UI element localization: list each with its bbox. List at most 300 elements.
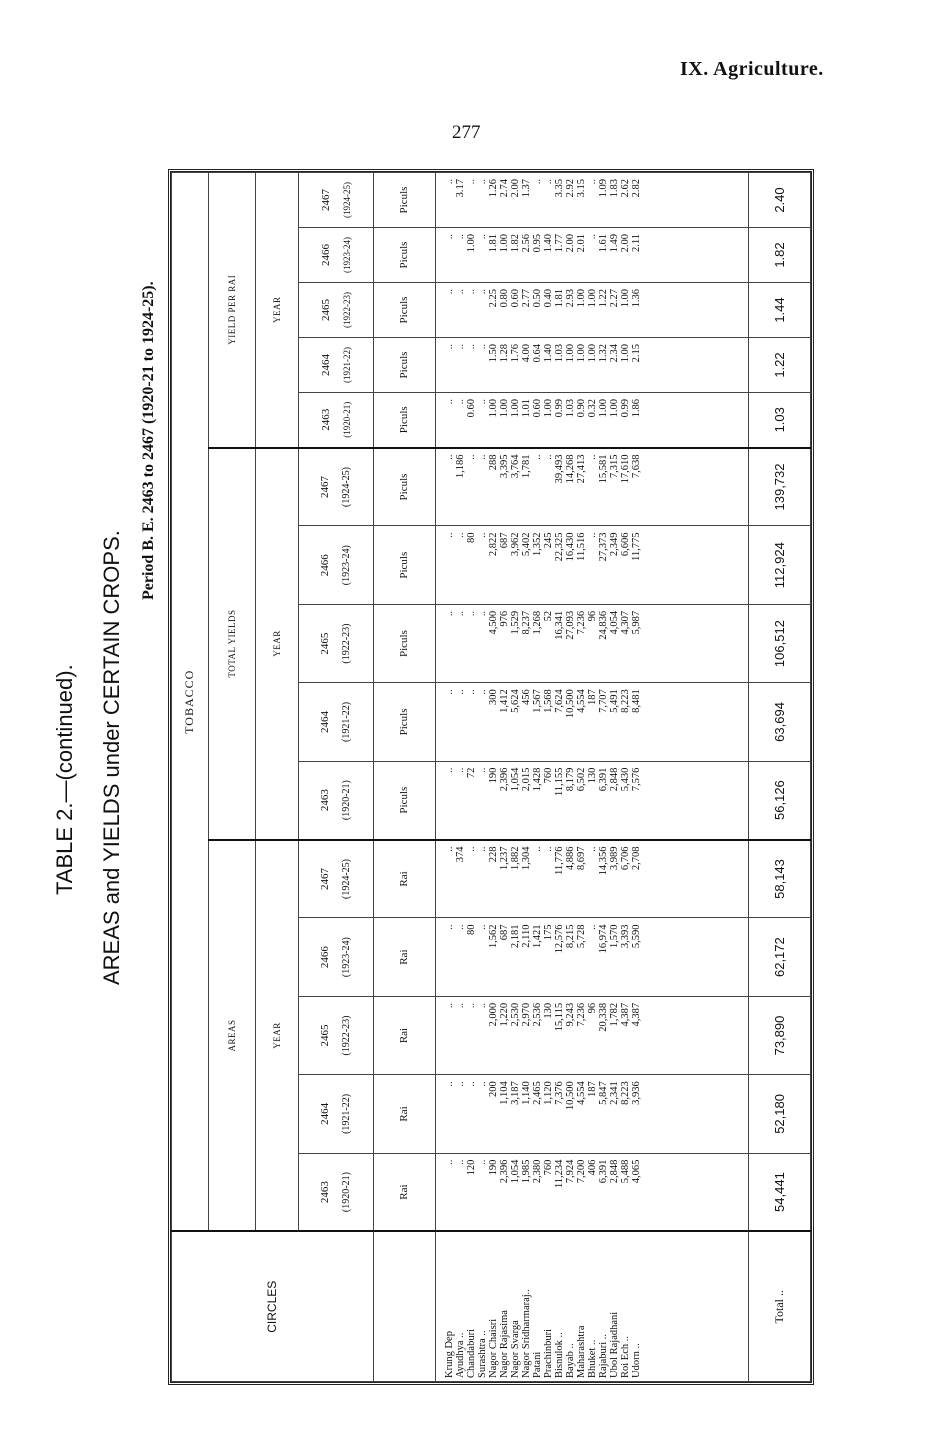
circle-name: Roi Ech ..: [619, 1336, 631, 1378]
table-cell: ..: [531, 846, 543, 852]
table-cell: ..: [531, 454, 543, 460]
rotated-table: [168, 165, 818, 1385]
table-cell: ..: [586, 234, 598, 240]
year-range: (1923-24): [341, 545, 353, 586]
table-cell: ..: [443, 454, 455, 460]
table-cell: 0.90: [575, 399, 587, 418]
table-cell: 1.00: [608, 399, 620, 418]
table-cell: 1,412: [498, 689, 510, 713]
year-range: (1922-23): [341, 292, 352, 329]
table-cell: 7,315: [608, 454, 620, 479]
table-cell: 1,570: [608, 924, 620, 949]
table-cell: 3,764: [509, 454, 521, 479]
table-cell: ..: [454, 767, 466, 773]
year-range: (1924-25): [341, 859, 353, 899]
table-cell: 1,781: [520, 454, 532, 479]
circle-name: Udorn ..: [630, 1343, 642, 1378]
table-cell: 1.00: [575, 289, 587, 308]
unit-label: Piculs: [373, 173, 435, 228]
table-cell: 1.00: [542, 399, 554, 418]
table-cell: 175: [542, 924, 554, 941]
table-cell: 1.40: [542, 234, 554, 253]
table-cell: 0.80: [498, 289, 510, 308]
table-cell: 130: [586, 767, 598, 784]
table-cell: 1.00: [465, 234, 477, 253]
table-cell: 1.00: [509, 399, 521, 418]
table-cell: 1,985: [520, 1159, 532, 1184]
table-cell: 300: [487, 689, 499, 706]
table-cell: 190: [487, 1159, 499, 1176]
table-cell: 11,516: [575, 532, 587, 561]
table-cell: 2.77: [520, 289, 532, 308]
table-cell: ..: [586, 454, 598, 460]
table-cell: 2,848: [608, 1159, 620, 1184]
table-cell: 11,155: [553, 767, 565, 797]
table-cell: ..: [476, 344, 488, 350]
table-cell: 187: [586, 1081, 598, 1097]
table-cell: 17,610: [619, 454, 631, 484]
total-yield_per_rai-4: 2.40: [749, 173, 811, 228]
table-cell: 2.01: [575, 234, 587, 253]
table-cell: 22,325: [553, 532, 565, 562]
table-cell: 1,562: [487, 924, 499, 949]
table-cell: 6,391: [597, 767, 609, 792]
table-cell: ..: [465, 610, 477, 617]
table-cell: 0.32: [586, 399, 598, 418]
table-cell: 0.60: [531, 399, 543, 418]
table-cell: ..: [443, 179, 455, 185]
table-cell: ..: [465, 689, 477, 695]
table-cell: ..: [454, 924, 466, 930]
table-cell: 7,624: [553, 689, 565, 713]
year-range: (1920-21): [341, 401, 352, 438]
table-cell: 2.92: [564, 179, 576, 198]
total-areas-1: 52,180: [749, 1075, 811, 1153]
table-cell: 2.15: [630, 344, 642, 363]
table-cell: 0.99: [553, 399, 565, 418]
total_yields-column-1: [435, 683, 749, 761]
areas-column-0: [435, 1153, 749, 1231]
year-range: (1923-24): [341, 937, 353, 978]
year-number: 2463: [319, 789, 332, 812]
table-cell: 1,140: [520, 1081, 532, 1105]
table-cell: ..: [542, 454, 554, 460]
table-cell: 14,356: [597, 846, 609, 876]
table-cell: 1.09: [597, 179, 609, 198]
table-cell: 10,500: [564, 689, 576, 719]
table-cell: 228: [487, 846, 499, 863]
table-cell: ..: [476, 1159, 488, 1165]
table-cell: 2,181: [509, 924, 521, 949]
table-cell: 1.00: [564, 344, 576, 363]
table-cell: 2.27: [608, 289, 620, 308]
table-cell: ..: [443, 344, 455, 350]
table-cell: 120: [465, 1159, 477, 1176]
yield_per_rai-column-0: [435, 393, 749, 448]
table-cell: 2.00: [619, 234, 631, 253]
yield_per_rai-column-1: [435, 338, 749, 393]
table-cell: 374: [454, 846, 466, 863]
table-cell: 39,493: [553, 454, 565, 484]
year-number: 2467: [319, 868, 332, 890]
table-cell: ..: [443, 399, 455, 405]
table-cell: 15,581: [597, 454, 609, 484]
table-cell: 3,393: [619, 924, 631, 949]
table-cell: ..: [454, 1002, 466, 1009]
table-cell: ..: [465, 1002, 477, 1009]
circle-name: Krung Dep: [443, 1331, 455, 1378]
table-cell: 1.00: [586, 344, 598, 363]
year-header-total_yields-4: [298, 448, 373, 526]
circle-name: Ayudhya ..: [454, 1332, 466, 1378]
table-cell: 3,395: [498, 454, 510, 479]
table-cell: 2,822: [487, 532, 499, 557]
table-cell: 1,054: [509, 1159, 521, 1184]
total-areas-2: 73,890: [749, 996, 811, 1074]
table-cell: 7,236: [575, 1002, 587, 1027]
table-cell: ..: [443, 1159, 455, 1165]
table-cell: 2.25: [487, 289, 499, 308]
table-cell: ..: [443, 234, 455, 240]
table-cell: 27,093: [564, 610, 576, 640]
table-cell: 4,886: [564, 846, 576, 871]
table-cell: ..: [443, 767, 455, 773]
year-range: (1924-25): [341, 182, 352, 219]
year-header-total_yields-1: [298, 683, 373, 761]
table-cell: 2,465: [531, 1081, 543, 1105]
table-cell: ..: [454, 1081, 466, 1087]
table-cell: 456: [520, 689, 532, 706]
table-cell: 3,962: [509, 532, 521, 557]
table-cell: ..: [476, 289, 488, 295]
table-cell: 27,373: [597, 532, 609, 562]
table-cell: ..: [465, 846, 477, 852]
table-cell: 1,304: [520, 846, 532, 871]
table-cell: 0.99: [619, 399, 631, 418]
total-areas-4: 58,143: [749, 840, 811, 918]
yields-year-label: YEAR: [255, 448, 298, 840]
table-cell: 1.00: [498, 234, 510, 253]
table-cell: ..: [443, 1002, 455, 1009]
table-cell: 2.00: [509, 179, 521, 198]
table-cell: 0.60: [509, 289, 521, 308]
table-cell: ..: [454, 289, 466, 295]
total-total_yields-2: 106,512: [749, 604, 811, 682]
total-yield_per_rai-3: 1.82: [749, 228, 811, 283]
table-cell: 2.74: [498, 179, 510, 198]
total-total_yields-4: 139,732: [749, 448, 811, 526]
year-header-total_yields-0: [298, 761, 373, 839]
areas-year-label: YEAR: [255, 840, 298, 1232]
table-cell: 1.81: [487, 234, 499, 253]
total-yield_per_rai-2: 1.44: [749, 283, 811, 338]
table-cell: 7,200: [575, 1159, 587, 1184]
year-number: 2464: [319, 710, 332, 733]
table-cell: ..: [476, 179, 488, 185]
areas-column-3: [435, 918, 749, 996]
table-cell: ..: [443, 610, 455, 617]
table-cell: 3.35: [553, 179, 565, 198]
unit-row-spacer: [373, 1232, 435, 1382]
table-cell: 3.17: [454, 179, 466, 198]
table-cell: 3,989: [608, 846, 620, 871]
table-cell: 1,237: [498, 846, 510, 871]
table-cell: 20,338: [597, 1002, 609, 1032]
table-cell: ..: [476, 1002, 488, 1009]
table-cell: 1.32: [597, 344, 609, 363]
table-cell: 1.36: [630, 289, 642, 308]
table-cell: ..: [465, 454, 477, 460]
table-cell: 2.11: [630, 234, 642, 253]
table-cell: 14,268: [564, 454, 576, 484]
year-number: 2466: [319, 946, 332, 969]
circle-name: Prachinburi: [542, 1329, 554, 1378]
table-cell: 8,237: [520, 610, 532, 635]
year-range: (1920-21): [341, 780, 353, 821]
table-cell: ..: [465, 179, 477, 185]
table-cell: 4.00: [520, 344, 532, 363]
total-total_yields-3: 112,924: [749, 526, 811, 604]
unit-label: Piculs: [373, 338, 435, 393]
table-cell: 11,775: [630, 532, 642, 561]
table-cell: 16,974: [597, 924, 609, 954]
table-cell: 4,307: [619, 610, 631, 635]
table-cell: ..: [443, 689, 455, 695]
unit-label: Rai: [373, 1075, 435, 1153]
table-cell: 8,223: [619, 1081, 631, 1105]
table-cell: 5,987: [630, 610, 642, 635]
table-cell: 1.00: [619, 344, 631, 363]
table-cell: 72: [465, 767, 477, 779]
yield_per_rai-column-4: [435, 173, 749, 228]
table-cell: 12,576: [553, 924, 565, 954]
table-title: TABLE 2.—(continued).: [52, 664, 77, 895]
table-cell: ..: [454, 532, 466, 538]
table-cell: 1,567: [531, 689, 543, 713]
table-cell: 1,428: [531, 767, 543, 792]
table-cell: ..: [454, 1159, 466, 1165]
data-table: [171, 172, 811, 1382]
table-cell: 687: [498, 924, 510, 941]
table-cell: 8,179: [564, 767, 576, 792]
table-cell: 1.00: [586, 289, 598, 308]
table-cell: 1.00: [619, 289, 631, 308]
table-cell: 760: [542, 767, 554, 784]
table-cell: 4,065: [630, 1159, 642, 1184]
table-cell: 1.76: [509, 344, 521, 363]
table-cell: 2,341: [608, 1081, 620, 1105]
year-number: 2467: [319, 476, 332, 498]
table-cell: 2.34: [608, 344, 620, 363]
table-cell: 2,536: [531, 1002, 543, 1027]
year-number: 2463: [319, 408, 332, 431]
year-range: (1921-22): [341, 701, 353, 742]
table-cell: 1,186: [454, 454, 466, 479]
table-cell: 1.40: [542, 344, 554, 363]
table-cell: ..: [476, 610, 488, 617]
table-cell: 96: [586, 1002, 598, 1014]
table-cell: 2,396: [498, 767, 510, 792]
total-yield_per_rai-0: 1.03: [749, 393, 811, 448]
table-cell: ..: [476, 532, 488, 538]
year-header-areas-2: [298, 996, 373, 1074]
table-cell: 4,054: [608, 610, 620, 635]
table-cell: 0.60: [465, 399, 477, 418]
table-cell: 16,430: [564, 532, 576, 562]
yield_per_rai-column-3: [435, 228, 749, 283]
table-cell: ..: [454, 689, 466, 695]
table-cell: 1.50: [487, 344, 499, 363]
table-cell: ..: [476, 399, 488, 405]
circle-name: Ubol Rajadhani: [608, 1311, 620, 1378]
page-number: 277: [452, 122, 481, 143]
areas-column-2: [435, 996, 749, 1074]
unit-label: Piculs: [373, 283, 435, 338]
table-cell: 1,352: [531, 532, 543, 557]
table-cell: 2,848: [608, 767, 620, 792]
table-cell: 1.26: [487, 179, 499, 198]
table-cell: 11,234: [553, 1159, 565, 1189]
table-cell: 8,481: [630, 689, 642, 713]
table-cell: 1.00: [575, 344, 587, 363]
total-total_yields-0: 56,126: [749, 761, 811, 839]
table-cell: 1,529: [509, 610, 521, 635]
table-cell: ..: [443, 532, 455, 538]
table-cell: 2.82: [630, 179, 642, 198]
circle-name: Surashtra ..: [476, 1330, 488, 1378]
table-cell: 2.62: [619, 179, 631, 198]
circle-name: Nagor Sridharmaraj..: [520, 1289, 532, 1378]
year-range: (1924-25): [341, 467, 353, 507]
table-cell: 52: [542, 610, 554, 622]
areas-group-header: AREAS: [208, 840, 255, 1232]
table-cell: ..: [443, 1081, 455, 1087]
table-cell: 7,924: [564, 1159, 576, 1184]
total_yields-column-4: [435, 448, 749, 526]
table-cell: 2,110: [520, 924, 532, 948]
table-cell: ..: [476, 1081, 488, 1087]
yield_per_rai-column-2: [435, 283, 749, 338]
table-cell: 5,590: [630, 924, 642, 949]
table-cell: 4,554: [575, 689, 587, 713]
table-cell: ..: [531, 179, 543, 185]
table-cell: ..: [542, 846, 554, 852]
year-header-total_yields-2: [298, 604, 373, 682]
total-areas-3: 62,172: [749, 918, 811, 996]
section-heading: IX. Agriculture.: [680, 58, 824, 80]
table-cell: 190: [487, 767, 499, 784]
table-cell: 200: [487, 1081, 499, 1097]
year-number: 2467: [319, 189, 332, 212]
circle-names: [435, 1232, 749, 1382]
table-cell: ..: [443, 846, 455, 852]
table-cell: 130: [542, 1002, 554, 1019]
table-cell: 7,576: [630, 767, 642, 792]
table-cell: 15,115: [553, 1002, 565, 1032]
table-cell: 1.83: [608, 179, 620, 198]
table-cell: 2,000: [487, 1002, 499, 1027]
table-cell: ..: [465, 1081, 477, 1087]
table-cell: 6,391: [597, 1159, 609, 1184]
circle-name: Bisnulok ..: [553, 1332, 565, 1378]
table-cell: ..: [476, 767, 488, 773]
table-cell: 10,500: [564, 1081, 576, 1111]
table-cell: ..: [454, 234, 466, 240]
unit-label: Piculs: [373, 604, 435, 682]
table-cell: 1,568: [542, 689, 554, 713]
year-range: (1920-21): [341, 1172, 353, 1213]
table-cell: ..: [476, 454, 488, 460]
table-cell: 11,776: [553, 846, 565, 876]
year-range: (1923-24): [341, 237, 352, 274]
table-cell: 1,882: [509, 846, 521, 871]
circle-name: Bhuket ..: [586, 1339, 598, 1378]
year-header-yield_per_rai-0: [298, 393, 373, 448]
table-cell: 1.81: [553, 289, 565, 308]
unit-label: Piculs: [373, 393, 435, 448]
table-cell: ..: [586, 179, 598, 185]
year-header-areas-1: [298, 1075, 373, 1153]
table-period: Period B. E. 2463 to 2467 (1920-21 to 1924-25).: [140, 281, 157, 600]
table-cell: 4,387: [619, 1002, 631, 1027]
table-cell: ..: [454, 399, 466, 405]
table-cell: 1.37: [520, 179, 532, 198]
total-label: Total ..: [749, 1232, 811, 1382]
total-yield_per_rai-1: 1.22: [749, 338, 811, 393]
unit-label: Piculs: [373, 526, 435, 604]
year-number: 2463: [319, 1181, 332, 1204]
table-cell: 1.03: [553, 344, 565, 363]
total_yields-column-3: [435, 526, 749, 604]
total-areas-0: 54,441: [749, 1153, 811, 1231]
table-cell: 406: [586, 1159, 598, 1176]
table-cell: 16,341: [553, 610, 565, 640]
crop-header: TOBACCO: [172, 173, 209, 1232]
unit-label: Rai: [373, 1153, 435, 1231]
year-number: 2464: [319, 354, 332, 377]
year-header-areas-4: [298, 840, 373, 918]
circle-name: Nagor Svarga: [509, 1320, 521, 1378]
table-cell: 2,970: [520, 1002, 532, 1027]
table-cell: 2.00: [564, 234, 576, 253]
table-cell: 1.22: [597, 289, 609, 308]
per-rai-year-label: YEAR: [255, 173, 298, 448]
table-cell: 3,187: [509, 1081, 521, 1105]
table-cell: ..: [454, 610, 466, 617]
circle-name: Patani: [531, 1351, 543, 1378]
table-cell: 1.77: [553, 234, 565, 253]
table-cell: ..: [443, 924, 455, 930]
table-cell: ..: [542, 179, 554, 185]
table-cell: ..: [476, 846, 488, 852]
circle-name: Rajaburi ..: [597, 1333, 609, 1378]
table-cell: 1.00: [498, 399, 510, 418]
table-cell: 8,697: [575, 846, 587, 871]
table-cell: 5,847: [597, 1081, 609, 1105]
table-cell: ..: [465, 344, 477, 350]
table-cell: 4,500: [487, 610, 499, 635]
table-cell: 2,530: [509, 1002, 521, 1027]
per-rai-group-header: YIELD PER RAI: [208, 173, 255, 448]
table-cell: 288: [487, 454, 499, 471]
table-cell: 4,554: [575, 1081, 587, 1105]
table-cell: ..: [586, 924, 598, 930]
table-cell: 1.49: [608, 234, 620, 253]
table-cell: 3,936: [630, 1081, 642, 1105]
table-cell: 2,396: [498, 1159, 510, 1184]
table-cell: 7,376: [553, 1081, 565, 1105]
table-cell: 0.40: [542, 289, 554, 308]
